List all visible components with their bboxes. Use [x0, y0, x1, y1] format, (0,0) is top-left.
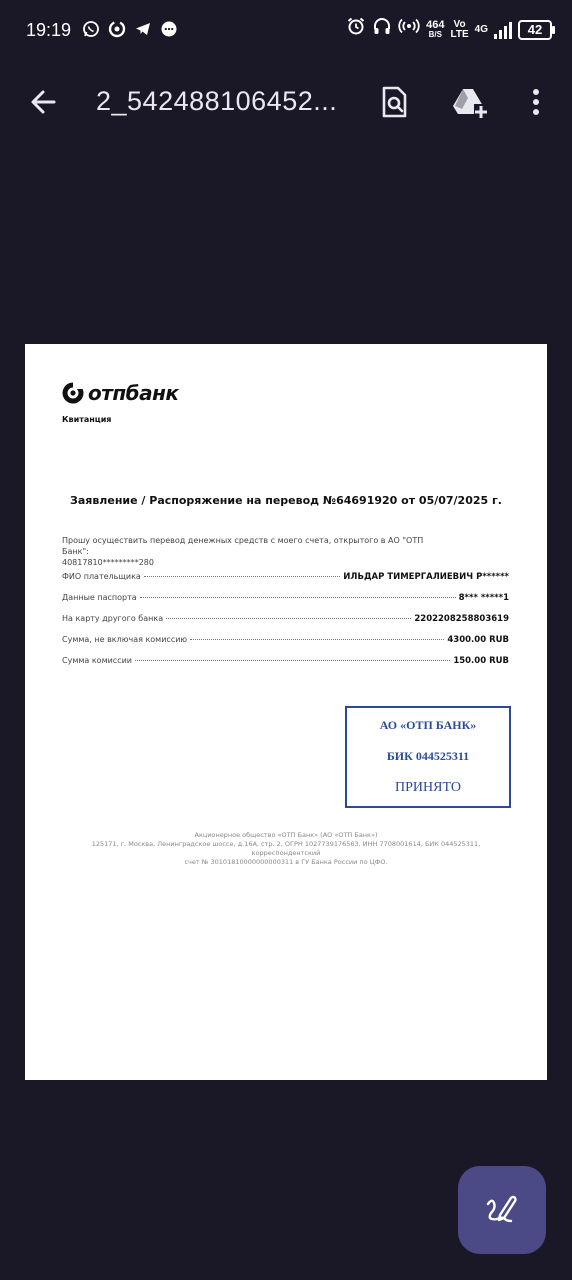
- request-text: Прошу осуществить перевод денежных средств с моего счета, открытого в АО "ОТП Банк": 40817810*********280: [62, 535, 442, 568]
- network-type: 4G: [474, 23, 488, 35]
- chat-icon: [160, 20, 178, 38]
- account-number: 40817810*********280: [62, 558, 154, 567]
- alarm-icon: [346, 16, 366, 43]
- sync-icon: [108, 20, 126, 38]
- logo-text: отпбанк: [88, 381, 179, 405]
- file-title: 2_542488106452...: [96, 86, 338, 116]
- details-list: [62, 572, 509, 677]
- system-indicators: [346, 16, 552, 43]
- detail-row-card: На карту другого банка 2202208258803619: [62, 614, 509, 624]
- detail-row-fee: Сумма комиссии 150.00 RUB: [62, 656, 509, 666]
- add-to-drive-icon: [450, 82, 490, 122]
- statement-title: Заявление / Распоряжение на перевод №64691920 от 05/07/2025 г.: [70, 494, 502, 507]
- network-speed: 464 B/S: [426, 18, 445, 39]
- stamp-bik: БИК 044525311: [386, 749, 470, 763]
- pdf-page[interactable]: [25, 344, 547, 1080]
- status-bar: [0, 0, 572, 64]
- signal-icon: [494, 21, 512, 39]
- notification-icons: [82, 20, 178, 38]
- more-options-button[interactable]: [516, 82, 556, 122]
- app-toolbar: [0, 64, 572, 140]
- detail-row-payer: ФИО плательщика ИЛЬДАР ТИМЕРГАЛИЕВИЧ Р******: [62, 572, 509, 582]
- otp-logo-icon: [62, 382, 84, 404]
- status-time: 19:19: [26, 20, 72, 40]
- edit-sign-icon: [482, 1190, 522, 1230]
- detail-row-amount: Сумма, не включая комиссию 4300.00 RUB: [62, 635, 509, 645]
- whatsapp-icon: [82, 20, 100, 38]
- search-in-document-button[interactable]: [374, 82, 414, 122]
- volte-indicator: Vo LTE: [450, 18, 469, 40]
- stamp-status: ПРИНЯТО: [395, 780, 461, 795]
- bank-stamp: [345, 706, 511, 808]
- more-vert-icon: [516, 82, 556, 122]
- hotspot-icon: [398, 16, 420, 43]
- sign-document-button[interactable]: [458, 1166, 546, 1254]
- document-footer: Акционерное общество «ОТП Банк» (АО «ОТП Банк») 125171, г. Москва, Ленинградское шоссе, д.16А, стр. 2, ОГРН 1027739176563, ИНН 7708001614, БИК 044525311, корреспондентский счет № 30101810000000000311 в ГУ Банка России по ЦФО.: [91, 831, 481, 866]
- add-to-drive-button[interactable]: [450, 82, 490, 122]
- arrow-back-icon: [24, 82, 64, 122]
- back-button[interactable]: [24, 82, 64, 122]
- stamp-bank-name: АО «ОТП БАНК»: [379, 718, 477, 732]
- headphones-icon: [372, 16, 392, 43]
- telegram-icon: [134, 20, 152, 38]
- search-document-icon: [374, 82, 414, 122]
- receipt-label: Квитанция: [62, 415, 112, 424]
- battery-level: 42: [527, 22, 543, 37]
- bank-logo: [62, 381, 179, 405]
- battery-icon: [518, 20, 552, 40]
- detail-row-passport: Данные паспорта 8*** *****1: [62, 593, 509, 603]
